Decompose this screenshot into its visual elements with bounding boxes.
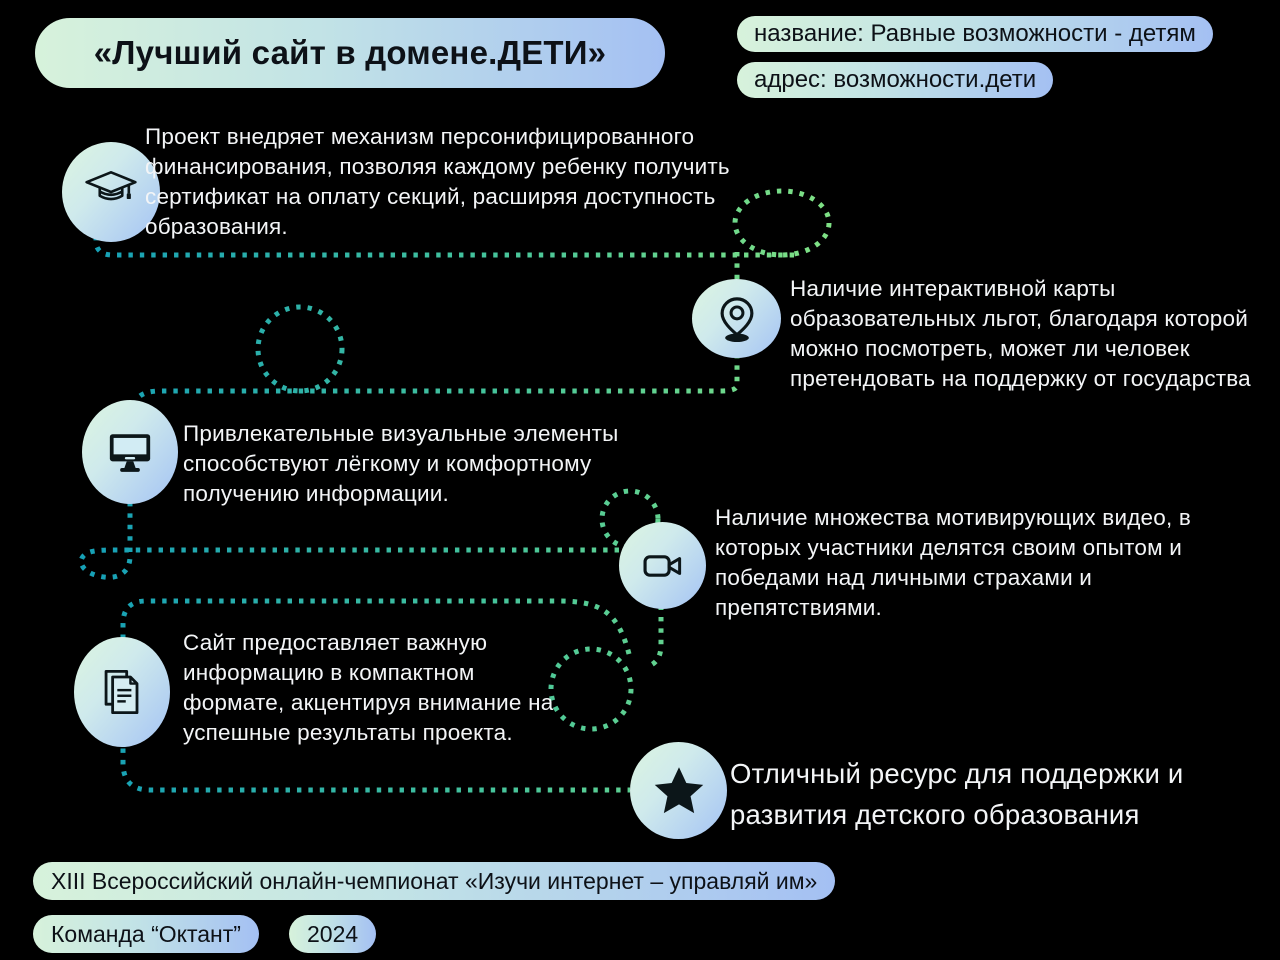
star-circle — [630, 742, 727, 839]
feature-line: способствуют лёгкому и комфортному — [183, 451, 592, 476]
location-pin-icon — [709, 291, 765, 347]
path-loop-middle — [258, 307, 342, 391]
graduation-cap-icon — [81, 162, 141, 222]
feature-line: финансирования, позволяя каждому ребенку получить — [145, 154, 730, 179]
feature-text-map — [790, 274, 1251, 394]
documents-icon — [92, 662, 152, 722]
feature-line: Наличие множества мотивирующих видео, в — [715, 505, 1192, 530]
site-name-badge: название: Равные возможности - детям — [737, 16, 1213, 52]
feature-line: формате, акцентируя внимание на — [183, 690, 554, 715]
monitor-icon — [100, 422, 160, 482]
feature-line: получению информации. — [183, 481, 449, 506]
page-title: «Лучший сайт в домене.ДЕТИ» — [35, 18, 665, 88]
feature-line: образования. — [145, 214, 288, 239]
video-camera-icon — [635, 538, 691, 594]
feature-line: можно посмотреть, может ли человек — [790, 336, 1190, 361]
feature-text-compact — [183, 628, 553, 748]
feature-line: Привлекательные визуальные элементы — [183, 421, 619, 446]
feature-line: развития детского образования — [730, 799, 1140, 830]
feature-line: которых участники делятся своим опытом и — [715, 535, 1182, 560]
feature-line: Наличие интерактивной карты — [790, 276, 1116, 301]
feature-text-visuals — [183, 419, 619, 509]
year-badge: 2024 — [289, 915, 376, 953]
feature-line: Проект внедряет механизм персонифицированного — [145, 124, 695, 149]
path-loop-document — [551, 649, 631, 729]
monitor-circle — [82, 400, 178, 504]
feature-text-financing — [145, 122, 730, 242]
feature-line: информацию в компактном — [183, 660, 475, 685]
video-camera-circle — [619, 522, 706, 609]
feature-text-conclusion — [730, 753, 1183, 835]
location-pin-circle — [692, 279, 781, 358]
feature-line: препятствиями. — [715, 595, 882, 620]
feature-line: Сайт предоставляет важную — [183, 630, 488, 655]
feature-line: победами над личными страхами и — [715, 565, 1093, 590]
path-monitor-to-video — [81, 502, 621, 577]
feature-line: образовательных льгот, благодаря которой — [790, 306, 1248, 331]
site-address-badge: адрес: возможности.дети — [737, 62, 1053, 98]
feature-line: претендовать на поддержку от государства — [790, 366, 1251, 391]
path-pin-to-monitor — [135, 354, 737, 403]
feature-line: Отличный ресурс для поддержки и — [730, 758, 1184, 789]
path-loop-right — [735, 191, 829, 255]
feature-line: успешные результаты проекта. — [183, 720, 513, 745]
feature-text-videos — [715, 503, 1191, 623]
documents-circle — [74, 637, 170, 747]
team-badge: Команда “Октант” — [33, 915, 259, 953]
star-icon — [646, 758, 712, 824]
feature-line: сертификат на оплату секций, расширяя доступность — [145, 184, 716, 209]
championship-badge: XIII Всероссийский онлайн-чемпионат «Изучи интернет – управляй им» — [33, 862, 835, 900]
